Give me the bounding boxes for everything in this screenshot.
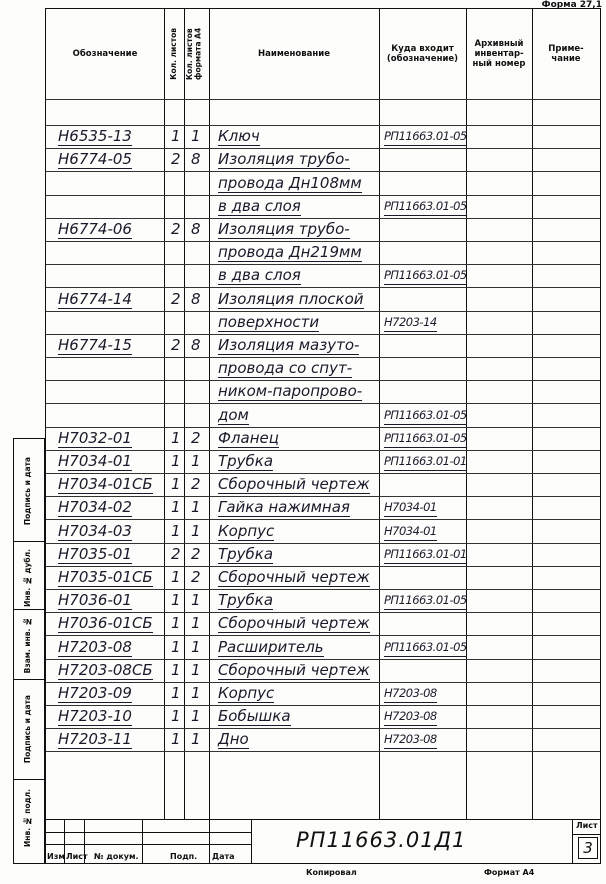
row-sheets: 2 [171,220,181,238]
row-designation: Н7203-10 [58,707,132,726]
row-where: Н7203-08 [384,707,437,726]
tb-list: Лист [66,852,88,861]
row-designation: Н7035-01 [58,544,132,563]
row-name: Фланец [218,428,279,447]
row-sheets: 1 [171,614,181,633]
row-format: 1 [191,591,201,610]
row-format: 2 [191,428,201,447]
row-name: провода со спут- [218,359,353,378]
side-sign-date-2: Подпись и дата [23,457,32,526]
row-sheets: 2 [171,150,181,169]
row-sheets: 1 [171,475,181,494]
row-designation: Н6774-06 [58,220,132,238]
row-designation: Н7034-01 [58,452,132,470]
row-name: Изоляция трубо- [218,150,350,169]
side-strip [13,438,45,864]
row-name: Изоляция мазуто- [218,336,360,354]
row-name: поверхности [218,312,320,331]
row-name: Трубка [218,452,274,470]
form-number: Форма 27,1 [541,0,602,10]
row-sheets: 1 [171,591,181,610]
row-where: Н7203-08 [384,730,437,749]
row-where: РП11663.01-05 [384,591,467,610]
row-name: провода Дн108мм [218,173,362,192]
tb-doc: № докум. [94,852,139,861]
sheet-frame [45,8,601,864]
document-code: РП11663.01Д1 [296,828,467,852]
row-name: Трубка [218,544,274,563]
header-note: Приме-чание [548,43,584,64]
row-designation: Н7034-03 [58,521,132,540]
row-sheets: 2 [171,289,181,308]
row-name: Изоляция плоской [218,289,364,308]
row-name: Дно [218,730,249,749]
header-where: Куда входит (обозначение) [386,43,459,64]
row-where: Н7203-14 [384,313,437,332]
row-sheets: 1 [171,521,181,540]
row-sheets: 1 [171,127,181,146]
row-sheets: 1 [171,707,181,726]
row-designation: Н7035-01СБ [58,568,153,586]
row-designation: Н7203-08СБ [58,660,153,679]
side-replace: Взам. инв. № [23,617,32,674]
row-where: РП11663.01-05 [384,127,467,146]
row-name: Расширитель [218,637,324,656]
side-sign-date-1: Подпись и дата [23,695,32,764]
row-format: 8 [191,336,201,354]
row-name: Сборочный чертеж [218,660,370,679]
row-format: 1 [191,660,201,679]
row-format: 2 [191,544,201,563]
tb-sheet-label: Лист [576,821,598,830]
tb-izm: Изм [47,852,65,861]
header-designation: Обозначение [72,48,138,59]
row-format: 1 [191,127,201,146]
row-format: 1 [191,707,201,726]
row-sheets: 1 [171,568,181,586]
row-format: 8 [191,289,201,308]
row-designation: Н6774-14 [58,289,132,308]
row-format: 1 [191,637,201,656]
row-format: 2 [191,475,201,494]
row-where: РП11663.01-05 [384,197,467,216]
row-name: дом [218,405,249,424]
row-where: РП11663.01-01 [384,545,467,564]
row-sheets: 1 [171,428,181,447]
row-name: Гайка нажимная [218,498,350,517]
row-designation: Н6535-13 [58,127,132,146]
header-sheets: Кол. листов [168,28,178,80]
row-name: Сборочный чертеж [218,568,370,586]
row-name: Бобышка [218,707,291,726]
row-designation: Н7034-02 [58,498,132,517]
row-where: РП11663.01-05 [384,638,467,657]
row-sheets: 2 [171,544,181,563]
row-name: в два слоя [218,266,301,285]
row-sheets: 1 [171,452,181,470]
row-where: Н7203-08 [384,684,437,703]
row-designation: Н7203-09 [58,684,132,702]
row-format: 2 [191,568,201,586]
row-sheets: 1 [171,637,181,656]
title-block [46,819,600,863]
footer-format: Формат А4 [484,868,535,877]
tb-date: Дата [212,852,235,861]
tb-sheet-number: 3 [578,837,598,859]
row-format: 1 [191,452,201,470]
side-inv-orig: Инв. № подл. [23,789,32,848]
row-name: Ключ [218,127,260,146]
row-name: Корпус [218,684,275,702]
row-name: ником-паропрово- [218,382,363,401]
row-name: Изоляция трубо- [218,220,350,238]
row-format: 1 [191,730,201,749]
row-where: РП11663.01-05 [384,406,467,425]
row-name: Трубка [218,591,274,610]
row-designation: Н7034-01СБ [58,475,153,494]
row-format: 1 [191,498,201,517]
row-name: Сборочный чертеж [218,614,370,633]
row-where: РП11663.01-01 [384,452,467,471]
row-designation: Н6774-05 [58,150,132,169]
row-sheets: 1 [171,660,181,679]
row-format: 8 [191,220,201,238]
header-archive: Архивный инвентар-ный номер [472,38,526,70]
row-designation: Н7203-11 [58,730,132,749]
row-designation: Н7036-01СБ [58,614,153,633]
row-designation: Н7032-01 [58,428,132,447]
tb-sign: Подп. [170,852,198,861]
row-format: 1 [191,684,201,702]
row-format: 1 [191,614,201,633]
row-where: РП11663.01-05 [384,429,467,448]
row-where: Н7034-01 [384,498,437,517]
row-designation: Н6774-15 [58,336,132,354]
row-name: Сборочный чертеж [218,475,370,494]
row-where: Н7034-01 [384,522,437,541]
header-name: Наименование [258,48,330,59]
row-sheets: 1 [171,684,181,702]
row-name: Корпус [218,521,275,540]
row-where: РП11663.01-05 [384,266,467,285]
row-sheets: 2 [171,336,181,354]
row-sheets: 1 [171,730,181,749]
row-name: провода Дн219мм [218,243,362,262]
row-name: в два слоя [218,196,301,215]
row-format: 1 [191,521,201,540]
row-designation: Н7203-08 [58,637,132,656]
footer-copied: Копировал [306,868,357,877]
header-format: Кол. листов формата А4 [184,27,202,81]
row-format: 8 [191,150,201,169]
row-sheets: 1 [171,498,181,517]
row-designation: Н7036-01 [58,591,132,610]
side-inv-dup: Инв. № дубл. [23,549,32,607]
